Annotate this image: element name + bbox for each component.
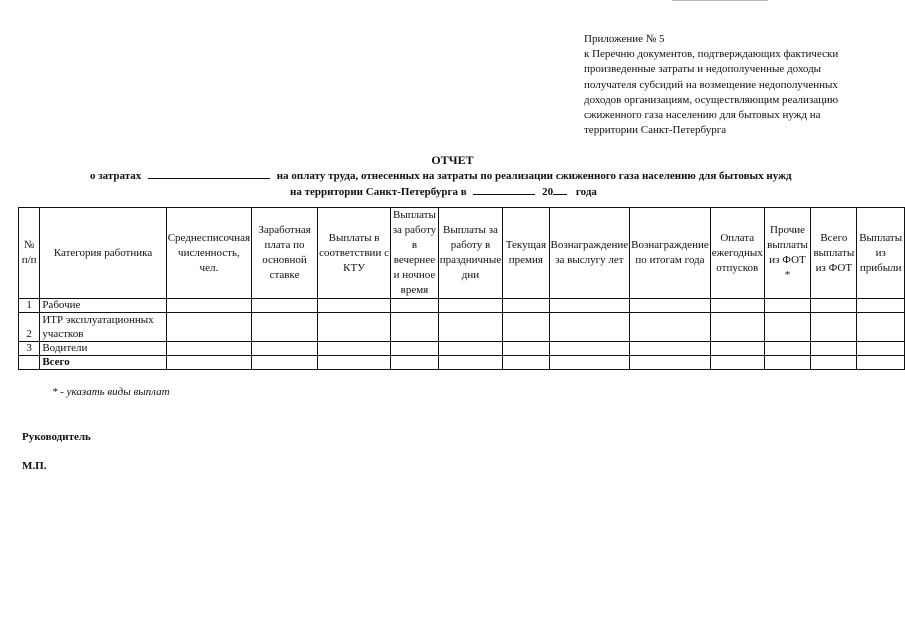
- row-category-total: Всего: [40, 356, 166, 370]
- row-category: ИТР эксплуатационных участков: [40, 313, 166, 342]
- row-category: Рабочие: [40, 299, 166, 313]
- table-cell: [630, 313, 711, 342]
- table-row: [19, 313, 905, 342]
- table-cell: [318, 356, 391, 370]
- table-cell: [710, 356, 764, 370]
- subtitle2-prefix: на территории Санкт-Петербурга в: [290, 186, 467, 198]
- table-cell: [503, 313, 549, 342]
- period-blank: [473, 184, 535, 195]
- report-title: ОТЧЕТ: [431, 153, 474, 167]
- table-cell: [549, 356, 630, 370]
- table-cell: [391, 313, 439, 342]
- table-cell: [318, 313, 391, 342]
- table-cell: [857, 313, 905, 342]
- table-cell: [252, 313, 318, 342]
- table-cell: [503, 342, 549, 356]
- table-cell: [630, 299, 711, 313]
- appendix-line: к Перечню документов, подтверждающих фактически: [584, 48, 839, 61]
- appendix-block: [584, 32, 884, 138]
- appendix-line: территории Санкт-Петербурга: [584, 124, 727, 137]
- row-number: 3: [19, 342, 40, 356]
- table-cell: [391, 299, 439, 313]
- table-cell: [630, 356, 711, 370]
- table-cell: [252, 356, 318, 370]
- table-cell: [764, 342, 811, 356]
- appendix-line: произведенные затраты и недополученные доходы: [584, 63, 822, 76]
- table-cell: [710, 313, 764, 342]
- column-header: Оплата ежегодных отпусков: [710, 208, 764, 299]
- column-header: Прочие выплаты из ФОТ *: [764, 208, 811, 299]
- table-cell: [857, 299, 905, 313]
- table-header-row: [19, 208, 905, 299]
- table-cell: [391, 342, 439, 356]
- report-subtitle-line2: [290, 184, 890, 198]
- appendix-line: получателя субсидий на возмещение недополученных: [584, 78, 838, 91]
- table-cell: [857, 356, 905, 370]
- table-cell: [811, 299, 857, 313]
- table-cell: [764, 313, 811, 342]
- column-header: Среднесписочная численность, чел.: [166, 208, 251, 299]
- table-total-row: [19, 356, 905, 370]
- report-subtitle-line1: [90, 168, 900, 182]
- table-cell: [318, 342, 391, 356]
- table-cell: [811, 342, 857, 356]
- table-cell: [438, 313, 502, 342]
- column-header: Вознаграждение по итогам года: [630, 208, 711, 299]
- column-header: Вознаграждение за выслугу лет: [549, 208, 630, 299]
- report-table: [18, 207, 905, 370]
- table-cell: [549, 299, 630, 313]
- table-cell: [166, 342, 251, 356]
- column-header: Всего выплаты из ФОТ: [811, 208, 857, 299]
- table-cell: [166, 299, 251, 313]
- table-cell: [857, 342, 905, 356]
- table-cell: [318, 299, 391, 313]
- column-header: Выплаты из прибыли: [857, 208, 905, 299]
- table-cell: [252, 299, 318, 313]
- column-header: Текущая премия: [503, 208, 549, 299]
- table-cell: [811, 313, 857, 342]
- column-header: Категория работника: [40, 208, 166, 299]
- table-cell: [438, 299, 502, 313]
- column-header: Выплаты за работу в праздничные дни: [438, 208, 502, 299]
- organization-blank: [148, 168, 270, 179]
- column-header: Выплаты в соответствии с КТУ: [318, 208, 391, 299]
- table-cell: [764, 299, 811, 313]
- table-cell: [549, 313, 630, 342]
- table-cell: [710, 299, 764, 313]
- row-category: Водители: [40, 342, 166, 356]
- table-cell: [391, 356, 439, 370]
- year-blank: [553, 184, 567, 195]
- table-row: [19, 342, 905, 356]
- row-number: 1: [19, 299, 40, 313]
- appendix-line: сжиженного газа населению для бытовых нужд на: [584, 109, 821, 122]
- subtitle-prefix: о затратах: [90, 170, 142, 182]
- table-row: [19, 299, 905, 313]
- column-header: Выплаты за работу в вечернее и ночное время: [391, 208, 439, 299]
- column-header: № п/п: [19, 208, 40, 299]
- row-number: 2: [19, 313, 40, 342]
- stamp-label: М.П.: [22, 460, 47, 472]
- subtitle-suffix: на оплату труда, отнесенных на затраты по реализации сжиженного газа населению для бытовых нужд: [276, 170, 792, 182]
- table-cell: [438, 342, 502, 356]
- appendix-line: доходов организациям, осуществляющим реализацию: [584, 93, 839, 106]
- table-cell: [438, 356, 502, 370]
- head-signature-label: Руководитель: [22, 431, 91, 443]
- scan-edge-line: [672, 0, 768, 1]
- table-cell: [811, 356, 857, 370]
- row-number: [19, 356, 40, 370]
- year-word: года: [575, 186, 597, 198]
- table-cell: [503, 356, 549, 370]
- table-cell: [710, 342, 764, 356]
- table-cell: [549, 342, 630, 356]
- column-header: Заработная плата по основной ставке: [252, 208, 318, 299]
- table-cell: [630, 342, 711, 356]
- table-cell: [166, 356, 251, 370]
- footnote: * - указать виды выплат: [52, 386, 170, 398]
- table-cell: [764, 356, 811, 370]
- year-prefix: 20: [542, 186, 554, 198]
- table-cell: [252, 342, 318, 356]
- table-cell: [166, 313, 251, 342]
- table-cell: [503, 299, 549, 313]
- appendix-number: Приложение № 5: [584, 33, 665, 45]
